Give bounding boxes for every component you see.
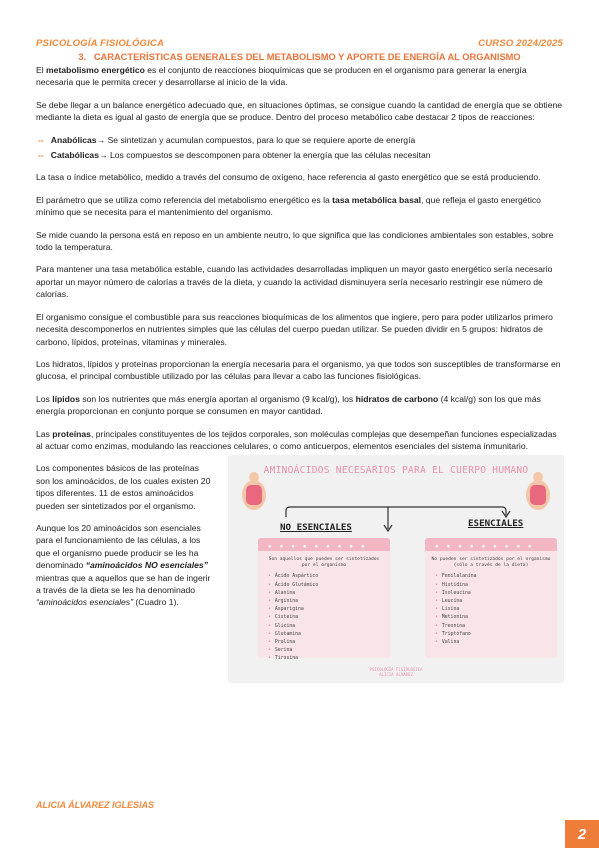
text-run: El bbox=[36, 65, 47, 75]
dash-bullet-icon: -‐ bbox=[38, 134, 44, 145]
amino-acids-section bbox=[36, 462, 563, 692]
paragraph-basal-rate bbox=[36, 194, 563, 219]
paragraph-glucose: Los hidratos, lípidos y proteínas proporcionan la energía necesaria para el organismo, ya que todos son susceptibles de transformarse en glucosa, el principal combustible utilizado por las células para llevar a cabo las funciones fisiológicas. bbox=[36, 358, 561, 382]
section-title: 3. CARACTERÍSTICAS GENERALES DEL METABOLISMO Y APORTE DE ENERGÍA AL ORGANISMO bbox=[78, 52, 521, 62]
text-run: El parámetro que se utiliza como referencia del metabolismo energético es la bbox=[36, 194, 333, 205]
text-run: Los bbox=[36, 393, 53, 404]
text-run: (Cuadro 1). bbox=[132, 597, 179, 608]
paragraph-stable-rate: Para mantener una tasa metabólica estable, cuando las actividades desarrolladas impliquen un mayor gasto energético sería necesario aportar un mayor número de calorías a través de la dieta, y cuando la actividad disminuyera sería necesario restringir ese número de calorías. bbox=[36, 264, 553, 300]
amino-acid-item: • Serina bbox=[268, 647, 318, 655]
text-run: es el conjunto de reacciones bioquímicas que se producen en el organismo para generar la energía necesaria que le permita crecer y desarrollarse al inicio de la vida. bbox=[36, 65, 527, 88]
label-esenciales: ESENCIALES bbox=[468, 518, 524, 530]
card-non-essential bbox=[258, 538, 390, 662]
amino-acid-item: • Prolina bbox=[268, 639, 318, 647]
term-aminoacidos-no-esenciales: “aminoácidos NO esenciales” bbox=[85, 560, 208, 571]
amino-acid-item: • Isoleucina bbox=[435, 590, 477, 598]
amino-acid-item: • Cisteína bbox=[268, 614, 318, 622]
amino-acid-item: • Glicina bbox=[268, 623, 318, 631]
infographic-footer bbox=[228, 667, 564, 677]
paragraph-metabolic-rate: La tasa o índice metabólico, medido a través del consumo de oxígeno, hace referencia al gasto energético que se está produciendo. bbox=[36, 172, 541, 183]
stomach-icon-right bbox=[526, 472, 550, 510]
dots-decoration-icon: ●●●●●●●●● bbox=[435, 544, 540, 551]
paragraph-nutrients: El organismo consigue el combustible para sus reacciones bioquímicas de los alimentos que ingiere, pero para poder utilizarlos primero necesita descomponerlos en nutrientes simples que las células del cuerpo puedan utilizar. Se pueden dividir en 5 grupos: hidratos de carbono, lípidos, proteínas, vitaminas y minerales. bbox=[36, 311, 553, 347]
term-hidratos-de-carbono: hidratos de carbono bbox=[355, 393, 439, 404]
amino-acid-item: • Lisina bbox=[435, 606, 477, 614]
amino-acid-item: • Valina bbox=[435, 639, 477, 647]
paragraph-metabolism-definition bbox=[36, 64, 563, 89]
dots-decoration-icon: ●●●●●●●●● bbox=[268, 544, 373, 551]
stomach-icon-left bbox=[242, 472, 266, 510]
text-run: , principales constituyentes de los tejidos corporales, son moléculas complejas que desempeñan funciones especializadas al actuar como enzimas, modulando las reacciones celulares, o como anticuerpos, elementos esenciales del sistema inmunitario. bbox=[36, 428, 557, 451]
paragraph-measurement: Se mide cuando la persona está en reposo en un ambiente neutro, lo que significa que las condiciones ambientales son estables, sobre todo la temperatura. bbox=[36, 229, 554, 253]
text-run: , que refleja el gasto energético mínimo que se necesita para el mantenimiento del organismo. bbox=[36, 194, 541, 218]
term-lipidos: lípidos bbox=[52, 393, 80, 404]
amino-acid-item: • Treonina bbox=[435, 623, 477, 631]
amino-acid-item: • Metionina bbox=[435, 614, 477, 622]
card-essential bbox=[425, 538, 557, 658]
paragraph-essential-definition bbox=[36, 522, 214, 609]
infographic-footer-line: ALICIA ÁLVAREZ bbox=[379, 672, 413, 678]
dash-bullet-icon: -‐ bbox=[38, 150, 44, 161]
amino-acid-item: • Fenilalanina bbox=[435, 573, 477, 581]
amino-acid-item: • Arginina bbox=[268, 598, 318, 606]
amino-acid-item: • Glutamina bbox=[268, 631, 318, 639]
amino-acids-text-column bbox=[36, 462, 214, 618]
amino-acids-infographic bbox=[228, 455, 564, 683]
infographic-footer-line: PSICOLOGÍA FISIOLÓGICA bbox=[369, 667, 423, 673]
amino-acid-item: • Histidina bbox=[435, 582, 477, 590]
amino-acid-item: • Tirosina bbox=[268, 655, 318, 663]
term-tasa-metabolica-basal: tasa metabólica basal bbox=[332, 194, 422, 205]
text-run: Las bbox=[36, 428, 53, 439]
text-run: Aunque los 20 aminoácidos son esenciales para el funcionamiento de las células, a los que el organismo puede producir se les ha denominado bbox=[36, 522, 201, 571]
card-description: No pueden ser sintetizados por el organismo (sólo a través de la dieta) bbox=[431, 557, 551, 569]
header-course-name: PSICOLOGÍA FISIOLÓGICA bbox=[36, 38, 165, 49]
card-description: Son aquellos que pueden ser sintetizados por el organismo bbox=[268, 557, 380, 569]
amino-acid-item: • Ácido Aspártico bbox=[268, 573, 318, 581]
document-body bbox=[36, 64, 563, 692]
text-run: son los nutrientes que más energía aportan al organismo (9 kcal/g), los bbox=[79, 393, 356, 404]
amino-acid-item: • Alanina bbox=[268, 590, 318, 598]
term-catabolicas: Catabólicas→ bbox=[50, 150, 108, 161]
paragraph-lipids-carbs bbox=[36, 393, 563, 418]
reaction-types-list bbox=[36, 134, 563, 162]
footer-author: ALICIA ÁLVAREZ IGLESIAS bbox=[36, 800, 155, 810]
list-item-anabolicas bbox=[38, 134, 563, 146]
non-essential-list bbox=[268, 573, 318, 663]
label-no-esenciales: NO ESENCIALES bbox=[280, 522, 352, 534]
header-academic-year: CURSO 2024/2025 bbox=[478, 38, 563, 49]
text-run: Los compuestos se descomponen para obtener la energía que las células necesitan bbox=[107, 150, 431, 161]
essential-list bbox=[435, 573, 477, 647]
card-header-bar bbox=[258, 538, 390, 551]
paragraph-proteins bbox=[36, 428, 563, 453]
term-anabolicas: Anabólicas→ bbox=[50, 134, 106, 145]
text-run: Se sintetizan y acumulan compuestos, para lo que se requiere aporte de energía bbox=[105, 134, 416, 145]
text-run: mientras que a aquellos que se han de ingerir a través de la dieta se les ha denominado bbox=[36, 572, 211, 595]
amino-acid-item: • Ácido Glutámico bbox=[268, 582, 318, 590]
paragraph-amino-acids: Los componentes básicos de las proteínas son los aminoácidos, de los cuales existen 20 tipos diferentes. 11 de estos aminoácidos pueden ser sintetizados por el organismo. bbox=[36, 463, 211, 511]
list-item-catabolicas bbox=[38, 149, 563, 161]
amino-acid-item: • Triptófano bbox=[435, 631, 477, 639]
amino-acid-item: • Leucina bbox=[435, 598, 477, 606]
infographic-title: AMINOÁCIDOS NECESARIOS PARA EL CUERPO HUMANO bbox=[263, 465, 529, 477]
paragraph-energy-balance: Se debe llegar a un balance energético adecuado que, en situaciones óptimas, se consigue cuando la cantidad de energía que se obtiene mediante la dieta es igual al gasto de energía que se produce. Dentro del proceso metabólico cabe destacar 2 tipos de reacciones: bbox=[36, 99, 563, 123]
term-metabolismo-energetico: metabolismo energético bbox=[46, 65, 145, 75]
text-run: (4 kcal/g) son los que más energía proporcionan en conjunto porque se consumen en mayor cantidad. bbox=[36, 393, 541, 417]
card-header-bar bbox=[425, 538, 557, 551]
term-proteinas: proteínas bbox=[52, 428, 91, 439]
amino-acid-item: • Asparigina bbox=[268, 606, 318, 614]
page-number: 2 bbox=[565, 820, 599, 848]
term-aminoacidos-esenciales: “aminoácidos esenciales” bbox=[36, 597, 133, 608]
